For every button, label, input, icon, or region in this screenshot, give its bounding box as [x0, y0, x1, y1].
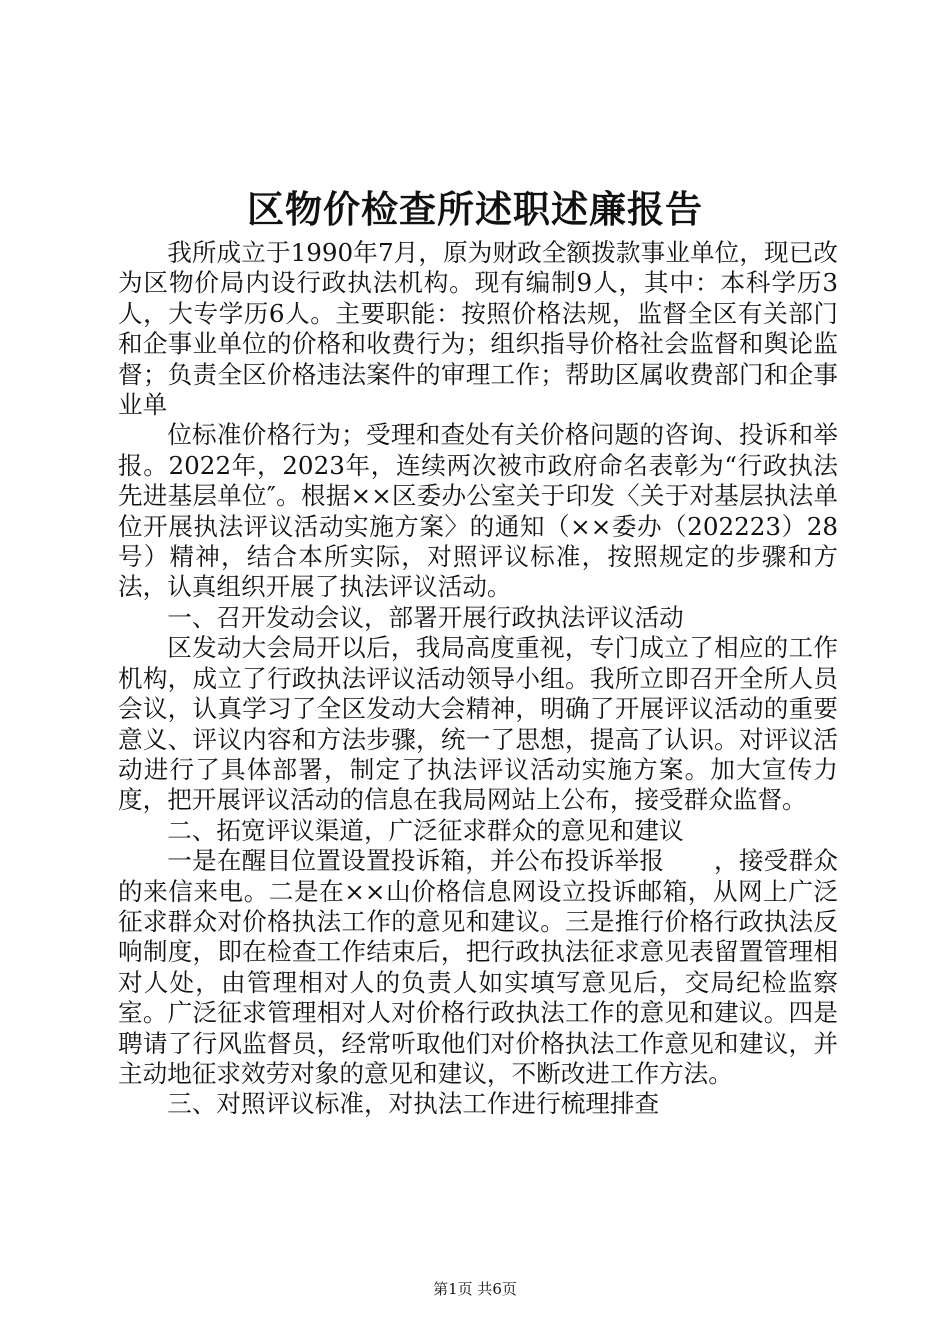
- page-footer: 第1页 共6页: [433, 1280, 517, 1298]
- paragraph-section-1: 区发动大会局开以后，我局高度重视，专门成立了相应的工作机构，成立了行政执法评议活动领导小组。我所立即召开全所人员会议，认真学习了全区发动大会精神，明确了开展评议活动的重要意义、评议内容和方法步骤，统一了思想，提高了认识。对评议活动进行了具体部署，制定了执法评议活动实施方案。加大宣传力度，把开展评议活动的信息在我局网站上公布，接受群众监督。: [118, 633, 838, 815]
- section-heading-2: 二、拓宽评议渠道，广泛征求群众的意见和建议: [167, 815, 684, 845]
- document-title: 区物价检查所述职述廉报告: [247, 187, 703, 231]
- section-heading-1: 一、召开发动会议，部署开展行政执法评议活动: [167, 602, 684, 632]
- paragraph-section-2: 一是在醒目位置设置投诉箱，并公布投诉举报 ，接受群众的来信来电。二是在××山价格信息网设立投诉邮箱，从网上广泛征求群众对价格执法工作的意见和建议。三是推行价格行政执法反响制度，即在检查工作结束后，把行政执法征求意见表留置管理相对人处，由管理相对人的负责人如实填写意见后，交局纪检监察室。广泛征求管理相对人对价格行政执法工作的意见和建议。四是聘请了行风监督员，经常听取他们对价格执法工作意见和建议，并主动地征求效劳对象的意见和建议，不断改进工作方法。: [118, 846, 838, 1088]
- document-body: [118, 238, 838, 1120]
- paragraph-duties: 位标准价格行为；受理和查处有关价格问题的咨询、投诉和举报。2022年，2023年，连续两次被市政府命名表彰为“行政执法先进基层单位″。根据××区委办公室关于印发〈关于对基层执法单位开展执法评议活动实施方案〉的通知（××委办（202223）28号）精神，结合本所实际，对照评议标准，按照规定的步骤和方法，认真组织开展了执法评议活动。: [118, 420, 838, 602]
- paragraph-intro: 我所成立于1990年7月，原为财政全额拨款事业单位，现已改为区物价局内设行政执法机构。现有编制9人，其中：本科学历3人，大专学历6人。主要职能：按照价格法规，监督全区有关部门和企事业单位的价格和收费行为；组织指导价格社会监督和舆论监督；负责全区价格违法案件的审理工作；帮助区属收费部门和企事业单: [118, 238, 838, 420]
- section-heading-3: 三、对照评议标准，对执法工作进行梳理排查: [167, 1089, 660, 1119]
